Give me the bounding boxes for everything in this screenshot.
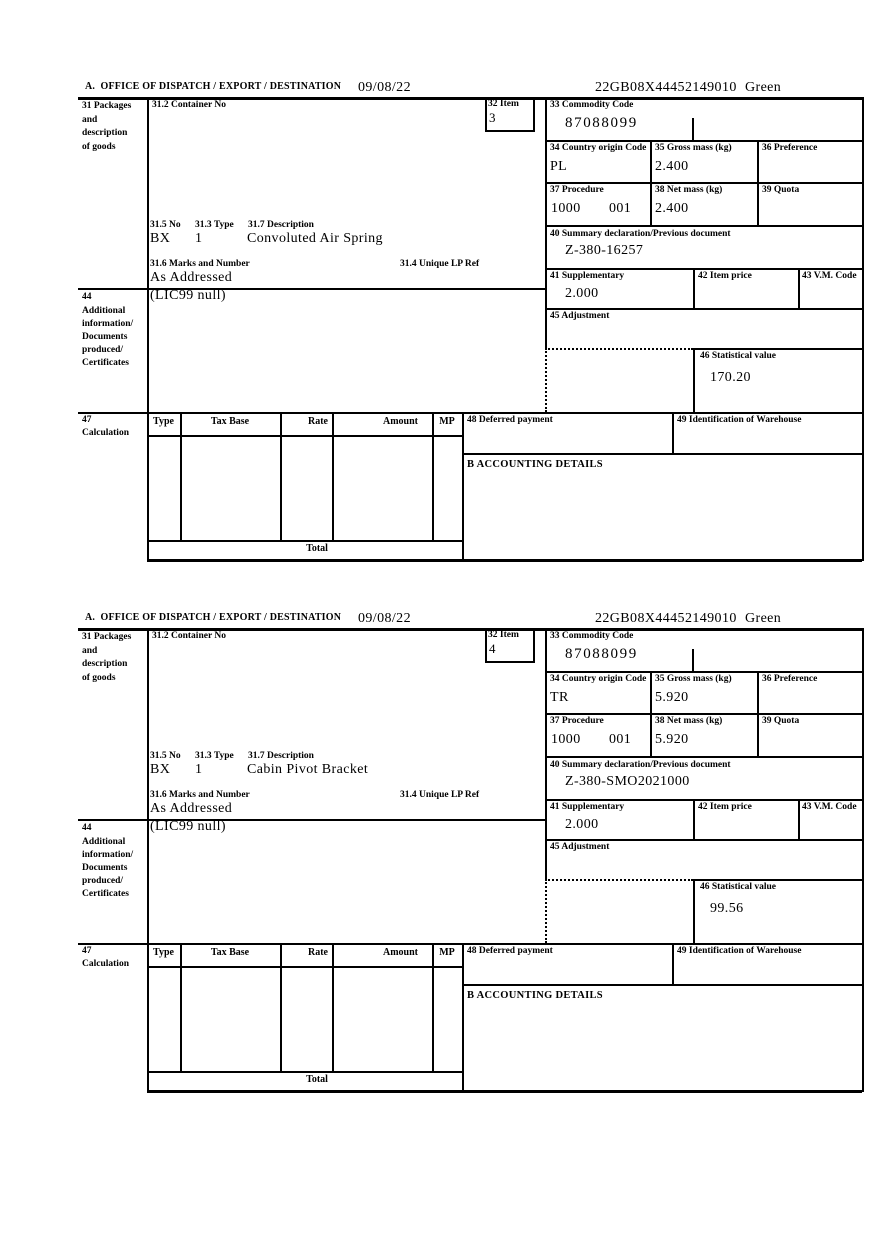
box44-label-line: information/ xyxy=(82,850,134,860)
grid-line xyxy=(147,1071,464,1073)
grid-line xyxy=(332,943,334,1071)
statistical-value: 99.56 xyxy=(710,901,744,916)
marks-value: As Addressed xyxy=(150,270,233,285)
grid-line xyxy=(147,628,149,1092)
box31-label-line: 31 Packages xyxy=(82,632,132,642)
grid-line xyxy=(650,140,652,225)
box31-5-label: 31.5 No xyxy=(150,220,181,230)
procedure-value: 1000 xyxy=(551,732,581,747)
calc-header-mp: MP xyxy=(439,947,455,958)
box41-label: 41 Supplementary xyxy=(550,802,625,812)
calc-header-type: Type xyxy=(153,416,174,427)
calc-header-taxbase: Tax Base xyxy=(210,416,250,427)
grid-line xyxy=(545,756,862,758)
grid-line xyxy=(485,97,487,132)
procedure-second-value: 001 xyxy=(609,732,632,747)
grid-line xyxy=(693,879,695,943)
box31-6-label: 31.6 Marks and Number xyxy=(150,259,250,269)
grid-line xyxy=(650,671,652,756)
box42-label: 42 Item price xyxy=(698,271,752,281)
grid-line xyxy=(692,118,694,140)
grid-line xyxy=(78,943,862,945)
box32-label: 32 Item xyxy=(488,630,519,640)
box43-label: 43 V.M. Code xyxy=(802,802,857,812)
grid-line xyxy=(462,453,862,455)
box31-label-line: description xyxy=(82,659,128,669)
grid-line xyxy=(545,628,547,879)
box40-label: 40 Summary declaration/Previous document xyxy=(550,229,731,239)
box36-label: 36 Preference xyxy=(762,674,818,684)
box44-label-line: 44 xyxy=(82,823,92,833)
box31-3-label: 31.3 Type xyxy=(195,751,234,761)
grid-line xyxy=(545,182,862,184)
grid-line xyxy=(545,97,547,348)
grid-line xyxy=(485,628,487,663)
box44-label-line: Certificates xyxy=(82,889,129,899)
grid-line xyxy=(693,348,695,412)
box31-7-label: 31.7 Description xyxy=(248,751,314,761)
grid-line xyxy=(545,799,862,801)
office-of-dispatch-heading: A. OFFICE OF DISPATCH / EXPORT / DESTINATION xyxy=(85,612,342,623)
grid-line xyxy=(78,412,862,414)
accounting-details-label: B ACCOUNTING DETAILS xyxy=(467,990,603,1001)
box31-label-line: of goods xyxy=(82,673,116,683)
calc-total-label: Total xyxy=(306,1074,328,1085)
box48-label: 48 Deferred payment xyxy=(467,415,553,425)
box44-label-line: information/ xyxy=(82,319,134,329)
procedure-value: 1000 xyxy=(551,201,581,216)
grid-line xyxy=(798,799,800,839)
box49-label: 49 Identification of Warehouse xyxy=(677,415,802,425)
grid-line xyxy=(485,661,535,663)
grid-line xyxy=(672,943,674,984)
declaration-item-section-1 xyxy=(78,80,868,568)
grid-line xyxy=(545,839,862,841)
grid-line xyxy=(180,412,182,540)
grid-line xyxy=(862,628,864,1092)
box31-label-line: 31 Packages xyxy=(82,101,132,111)
goods-description-value: Cabin Pivot Bracket xyxy=(247,762,369,777)
grid-line xyxy=(693,348,862,350)
grid-line xyxy=(757,671,759,756)
dashed-line xyxy=(545,879,693,881)
box45-label: 45 Adjustment xyxy=(550,842,610,852)
grid-line xyxy=(147,435,464,437)
country-origin-value: TR xyxy=(550,690,569,705)
box44-label-line: produced/ xyxy=(82,876,124,886)
calc-header-mp: MP xyxy=(439,416,455,427)
calc-header-amount: Amount xyxy=(382,416,418,427)
supplementary-value: 2.000 xyxy=(565,817,599,832)
grid-line xyxy=(280,943,282,1071)
routing-status: Green xyxy=(745,80,782,95)
calc-total-label: Total xyxy=(306,543,328,554)
movement-reference-number: 22GB08X44452149010 xyxy=(595,611,737,626)
box35-label: 35 Gross mass (kg) xyxy=(655,674,732,684)
goods-description-value: Convoluted Air Spring xyxy=(247,231,383,246)
grid-line xyxy=(693,879,862,881)
box41-label: 41 Supplementary xyxy=(550,271,625,281)
box31-7-label: 31.7 Description xyxy=(248,220,314,230)
box32-label: 32 Item xyxy=(488,99,519,109)
box46-label: 46 Statistical value xyxy=(700,882,776,892)
grid-line xyxy=(757,140,759,225)
gross-mass-value: 2.400 xyxy=(655,159,689,174)
box35-label: 35 Gross mass (kg) xyxy=(655,143,732,153)
box37-label: 37 Procedure xyxy=(550,185,604,195)
grid-line xyxy=(533,97,535,132)
grid-line xyxy=(545,225,862,227)
commodity-code-value: 87088099 xyxy=(565,646,638,662)
box40-label: 40 Summary declaration/Previous document xyxy=(550,760,731,770)
dashed-line xyxy=(545,348,547,412)
box31-2-label: 31.2 Container No xyxy=(152,631,226,641)
box37-label: 37 Procedure xyxy=(550,716,604,726)
grid-line xyxy=(545,140,862,142)
package-no-value: BX xyxy=(150,762,171,777)
marks-value: As Addressed xyxy=(150,801,233,816)
box44-label-line: produced/ xyxy=(82,345,124,355)
box46-label: 46 Statistical value xyxy=(700,351,776,361)
box42-label: 42 Item price xyxy=(698,802,752,812)
calc-header-type: Type xyxy=(153,947,174,958)
package-type-value: 1 xyxy=(195,231,203,246)
procedure-second-value: 001 xyxy=(609,201,632,216)
grid-line xyxy=(432,412,434,540)
grid-line xyxy=(485,130,535,132)
grid-line xyxy=(332,412,334,540)
grid-line xyxy=(462,943,464,1092)
box39-label: 39 Quota xyxy=(762,185,800,195)
grid-line xyxy=(693,799,695,839)
office-of-dispatch-heading: A. OFFICE OF DISPATCH / EXPORT / DESTINATION xyxy=(85,81,342,92)
package-type-value: 1 xyxy=(195,762,203,777)
grid-line xyxy=(462,984,862,986)
box33-label: 33 Commodity Code xyxy=(550,100,634,110)
grid-line xyxy=(798,268,800,308)
box36-label: 36 Preference xyxy=(762,143,818,153)
box31-label-line: and xyxy=(82,646,98,656)
box31-2-label: 31.2 Container No xyxy=(152,100,226,110)
grid-line xyxy=(147,540,464,542)
grid-line xyxy=(545,713,862,715)
box31-6-label: 31.6 Marks and Number xyxy=(150,790,250,800)
box39-label: 39 Quota xyxy=(762,716,800,726)
box34-label: 34 Country origin Code xyxy=(550,143,647,153)
net-mass-value: 2.400 xyxy=(655,201,689,216)
grid-line xyxy=(545,671,862,673)
box38-label: 38 Net mass (kg) xyxy=(655,716,723,726)
movement-reference-number: 22GB08X44452149010 xyxy=(595,80,737,95)
box47-label-line: 47 xyxy=(82,415,92,425)
additional-info-value: (LIC99 null) xyxy=(150,819,226,834)
country-origin-value: PL xyxy=(550,159,568,174)
box48-label: 48 Deferred payment xyxy=(467,946,553,956)
grid-line xyxy=(545,308,862,310)
dashed-line xyxy=(545,348,693,350)
item-number-value: 3 xyxy=(489,110,496,125)
box33-label: 33 Commodity Code xyxy=(550,631,634,641)
box44-label-line: Documents xyxy=(82,332,128,342)
box44-label-line: 44 xyxy=(82,292,92,302)
grid-line xyxy=(280,412,282,540)
box31-5-label: 31.5 No xyxy=(150,751,181,761)
gross-mass-value: 5.920 xyxy=(655,690,689,705)
grid-line xyxy=(693,268,695,308)
grid-line xyxy=(692,649,694,671)
calc-header-amount: Amount xyxy=(382,947,418,958)
box47-label-line: Calculation xyxy=(82,428,129,438)
grid-line xyxy=(672,412,674,453)
box44-label-line: Additional xyxy=(82,306,126,316)
grid-line xyxy=(432,943,434,1071)
box31-label-line: of goods xyxy=(82,142,116,152)
calc-header-rate: Rate xyxy=(308,416,328,427)
additional-info-value: (LIC99 null) xyxy=(150,288,226,303)
statistical-value: 170.20 xyxy=(710,370,751,385)
box44-label-line: Additional xyxy=(82,837,126,847)
routing-status: Green xyxy=(745,611,782,626)
grid-line xyxy=(862,97,864,561)
calc-header-taxbase: Tax Base xyxy=(210,947,250,958)
commodity-code-value: 87088099 xyxy=(565,115,638,131)
grid-line xyxy=(180,943,182,1071)
supplementary-value: 2.000 xyxy=(565,286,599,301)
dispatch-date-value: 09/08/22 xyxy=(358,611,411,626)
previous-document-value: Z-380-SMO2021000 xyxy=(565,774,690,789)
box47-label-line: Calculation xyxy=(82,959,129,969)
box45-label: 45 Adjustment xyxy=(550,311,610,321)
grid-line xyxy=(147,97,149,561)
box44-label-line: Certificates xyxy=(82,358,129,368)
box31-4-label: 31.4 Unique LP Ref xyxy=(400,259,480,269)
net-mass-value: 5.920 xyxy=(655,732,689,747)
box44-label-line: Documents xyxy=(82,863,128,873)
box38-label: 38 Net mass (kg) xyxy=(655,185,723,195)
previous-document-value: Z-380-16257 xyxy=(565,243,644,258)
box47-label-line: 47 xyxy=(82,946,92,956)
item-number-value: 4 xyxy=(489,641,496,656)
package-no-value: BX xyxy=(150,231,171,246)
declaration-item-section-2 xyxy=(78,611,868,1099)
calc-header-rate: Rate xyxy=(308,947,328,958)
grid-line xyxy=(533,628,535,663)
box34-label: 34 Country origin Code xyxy=(550,674,647,684)
grid-line xyxy=(462,412,464,561)
grid-line xyxy=(147,1090,862,1093)
grid-line xyxy=(545,268,862,270)
grid-line xyxy=(147,559,862,562)
box43-label: 43 V.M. Code xyxy=(802,271,857,281)
dispatch-date-value: 09/08/22 xyxy=(358,80,411,95)
box31-label-line: and xyxy=(82,115,98,125)
dashed-line xyxy=(545,879,547,943)
accounting-details-label: B ACCOUNTING DETAILS xyxy=(467,459,603,470)
box49-label: 49 Identification of Warehouse xyxy=(677,946,802,956)
box31-3-label: 31.3 Type xyxy=(195,220,234,230)
box31-4-label: 31.4 Unique LP Ref xyxy=(400,790,480,800)
grid-line xyxy=(147,966,464,968)
box31-label-line: description xyxy=(82,128,128,138)
